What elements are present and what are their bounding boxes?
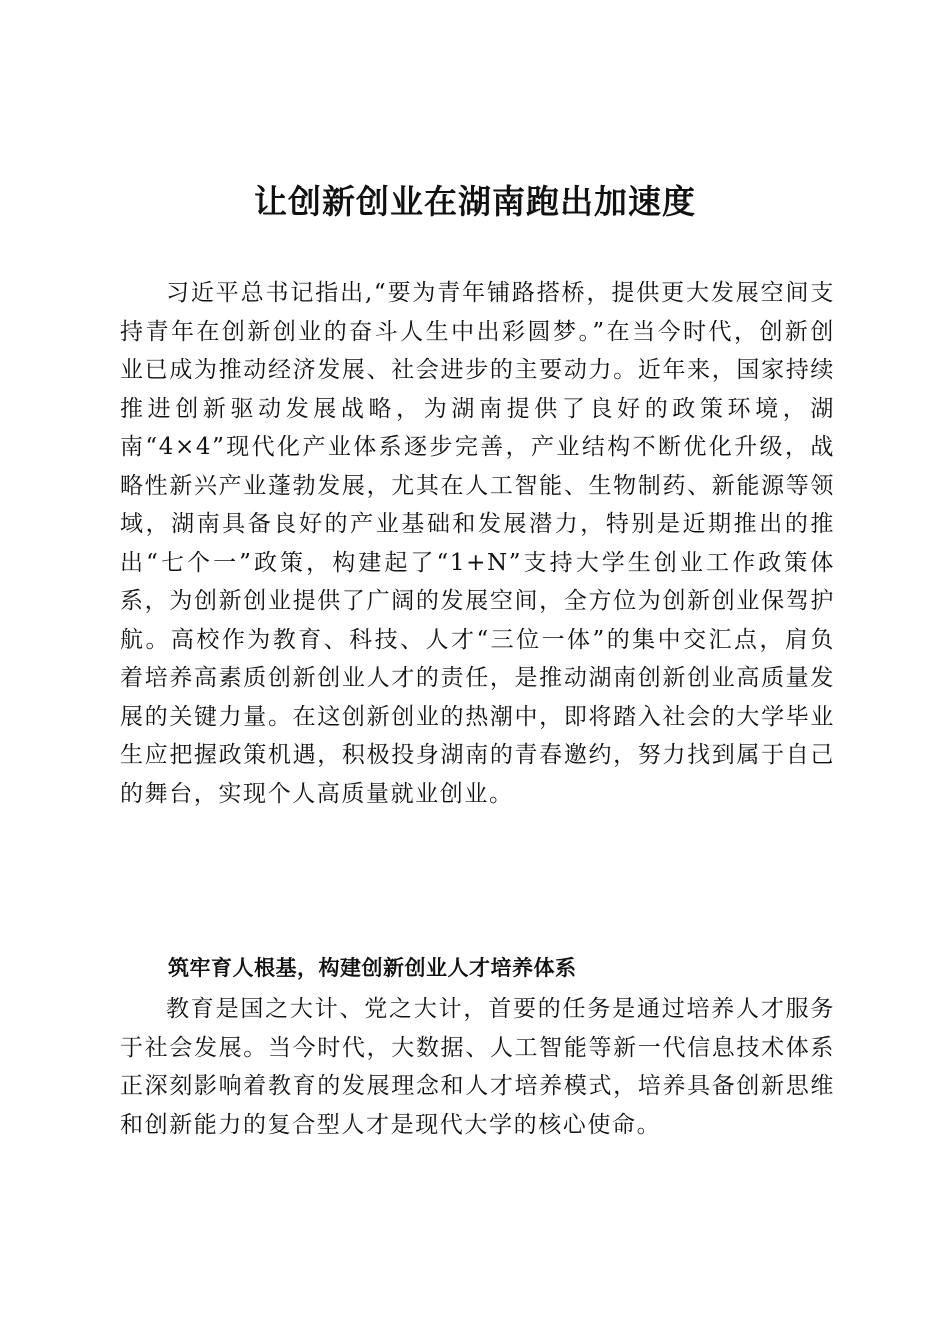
body-section-education: [120, 990, 835, 1144]
paragraph-education: 教育是国之大计、党之大计，首要的任务是通过培养人才服务于社会发展。当今时代，大数据、人工智能等新一代信息技术体系正深刻影响着教育的发展理念和人才培养模式，培养具备创新思维和创新能力的复合型人才是现代大学的核心使命。: [120, 996, 835, 1138]
section-heading: 筑牢育人根基，构建创新创业人才培养体系: [168, 956, 577, 980]
article-title: 让创新创业在湖南跑出加速度: [254, 182, 696, 221]
paragraph-intro: 习近平总书记指出,“要为青年铺路搭桥，提供更大发展空间支持青年在创新创业的奋斗人生中出彩圆梦。”在当今时代，创新创业已成为推动经济发展、社会进步的主要动力。近年来，国家持续推进创新驱动发展战略，为湖南提供了良好的政策环境，湖南“4×4”现代化产业体系逐步完善，产业结构不断优化升级，战略性新兴产业蓬勃发展，尤其在人工智能、生物制药、新能源等领域，湖南具备良好的产业基础和发展潜力，特别是近期推出的推出“七个一”政策，构建起了“1+N”支持大学生创业工作政策体系，为创新创业提供了广阔的发展空间，全方位为创新创业保驾护航。高校作为教育、科技、人才“三位一体”的集中交汇点，肩负着培养高素质创新创业人才的责任，是推动湖南创新创业高质量发展的关键力量。在这创新创业的热潮中，即将踏入社会的大学毕业生应把握政策机遇，积极投身湖南的青春邀约，努力找到属于自己的舞台，实现个人高质量就业创业。: [120, 280, 835, 807]
body-section-intro: [120, 274, 835, 813]
